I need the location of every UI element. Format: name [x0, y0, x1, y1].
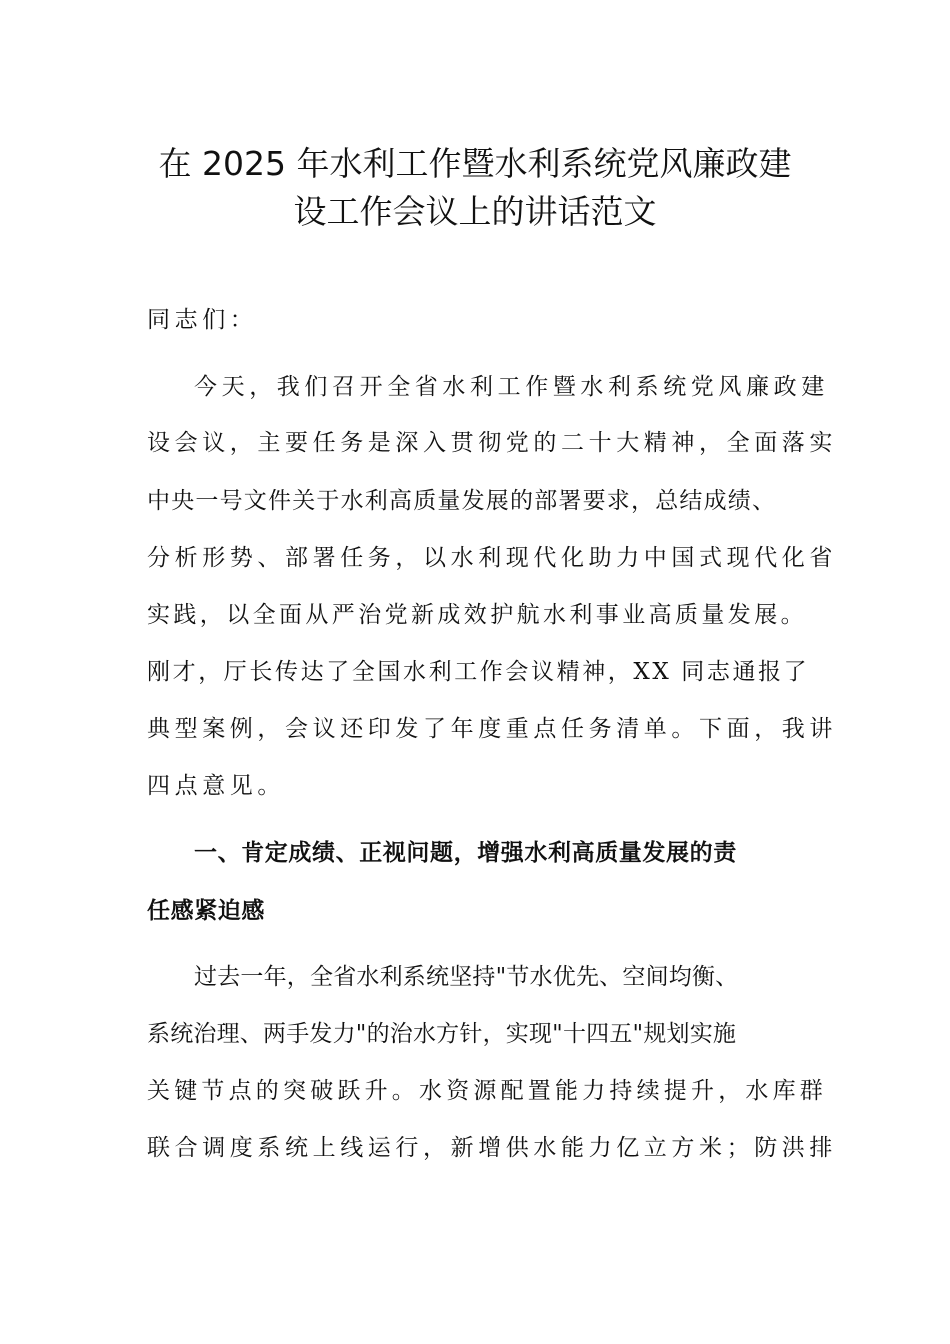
paragraph-2-line-1: 过去一年，全省水利系统坚持"节水优先、空间均衡、 [194, 964, 739, 990]
paragraph-1-line-3: 中央一号文件关于水利高质量发展的部署要求，总结成绩、 [147, 488, 777, 514]
paragraph-1-line-4: 分析形势、部署任务，以水利现代化助力中国式现代化省 [147, 545, 837, 571]
paragraph-2-line-3: 关键节点的突破跃升。水资源配置能力持续提升，水库群 [147, 1078, 827, 1104]
paragraph-2-line-2: 系统治理、两手发力"的治水方针，实现"十四五"规划实施 [147, 1021, 737, 1047]
paragraph-1-line-7: 典型案例，会议还印发了年度重点任务清单。下面，我讲 [147, 716, 837, 742]
paragraph-1-line-5: 实践，以全面从严治党新成效护航水利事业高质量发展。 [147, 602, 807, 628]
document-title-line-1: 在 2025 年水利工作暨水利系统党风廉政建 [158, 144, 792, 183]
section-heading-1-line-2: 任感紧迫感 [147, 898, 265, 924]
paragraph-1-line-1: 今天，我们召开全省水利工作暨水利系统党风廉政建 [194, 374, 829, 400]
paragraph-2-line-4: 联合调度系统上线运行，新增供水能力亿立方米；防洪排 [147, 1135, 837, 1161]
paragraph-1-line-2: 设会议，主要任务是深入贯彻党的二十大精神，全面落实 [147, 430, 837, 456]
paragraph-1-line-6: 刚才，厅长传达了全国水利工作会议精神，XX 同志通报了 [147, 659, 810, 685]
document-title-line-2: 设工作会议上的讲话范文 [293, 192, 657, 231]
paragraph-1-line-8: 四点意见。 [147, 773, 285, 799]
salutation: 同志们： [147, 307, 258, 333]
section-heading-1-line-1: 一、肯定成绩、正视问题，增强水利高质量发展的责 [194, 840, 737, 866]
